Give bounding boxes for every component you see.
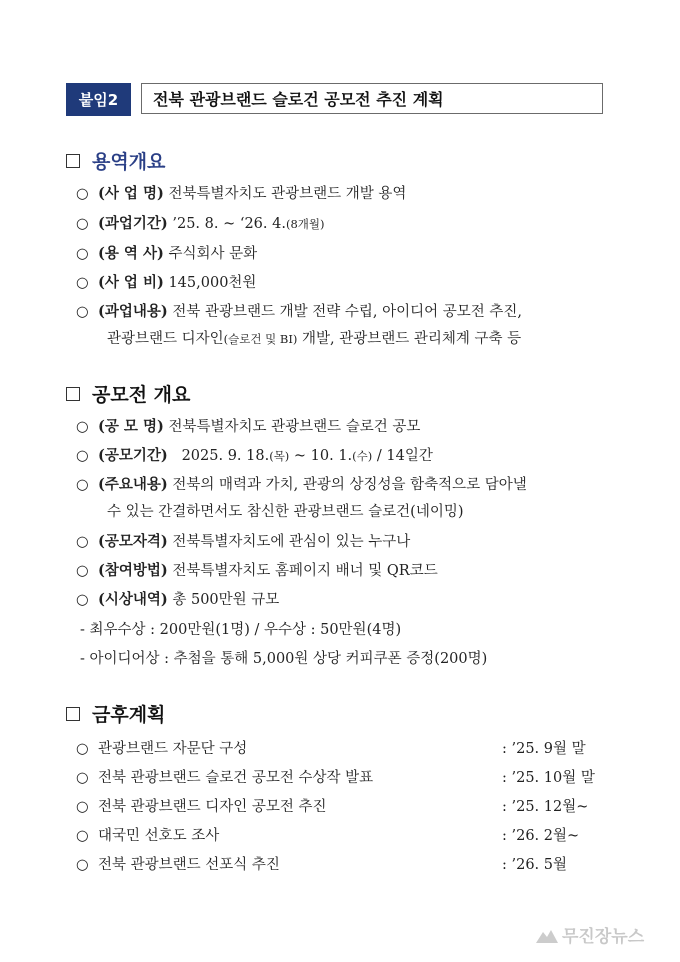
list-item: ○ (시상내역) 총 500만원 규모	[76, 591, 280, 608]
circle-bullet-icon: ○	[76, 799, 89, 815]
list-item: ○ (사 업 비) 145,000천원	[76, 274, 257, 291]
circle-bullet-icon: ○	[76, 304, 89, 320]
schedule-item: ○ 전북 관광브랜드 슬로건 공모전 수상작 발표	[76, 770, 374, 786]
schedule-item: ○ 전북 관광브랜드 선포식 추진	[76, 857, 280, 873]
attachment-header	[66, 83, 603, 116]
list-item-continuation: 관광브랜드 디자인(슬로건 및 BI) 개발, 관광브랜드 관리체계 구축 등	[107, 331, 522, 347]
list-item: ○ (공모기간) 2025. 9. 18.(목) ~ 10. 1.(수) / 14일간	[76, 447, 433, 464]
award-detail: - 최우수상 : 200만원(1명) / 우수상 : 50만원(4명)	[80, 622, 402, 638]
circle-bullet-icon: ○	[76, 563, 89, 579]
list-item: ○ (과업기간) ’25. 8. ~ ‘26. 4.(8개월)	[76, 215, 325, 232]
circle-bullet-icon: ○	[76, 246, 89, 262]
schedule-item: ○ 대국민 선호도 조사	[76, 828, 220, 844]
circle-bullet-icon: ○	[76, 534, 89, 550]
circle-bullet-icon: ○	[76, 419, 89, 435]
schedule-item: ○ 전북 관광브랜드 디자인 공모전 추진	[76, 799, 327, 815]
mountain-logo-icon	[536, 927, 558, 943]
section-title: 공모전 개요	[92, 384, 191, 406]
list-item: ○ (주요내용) 전북의 매력과 가치, 관광의 상징성을 함축적으로 담아낼	[76, 476, 527, 493]
watermark-logo	[536, 922, 644, 947]
award-detail: - 아이디어상 : 추첨을 통해 5,000원 상당 커피쿠폰 증정(200명)	[80, 651, 488, 667]
circle-bullet-icon: ○	[76, 448, 89, 464]
section-title: 금후계획	[92, 704, 166, 726]
checkbox-square-icon	[66, 387, 80, 401]
list-item: ○ (참여방법) 전북특별자치도 홈페이지 배너 및 QR코드	[76, 562, 438, 579]
circle-bullet-icon: ○	[76, 592, 89, 608]
circle-bullet-icon: ○	[76, 186, 89, 202]
schedule-item: ○ 관광브랜드 자문단 구성	[76, 741, 248, 757]
circle-bullet-icon: ○	[76, 275, 89, 291]
circle-bullet-icon: ○	[76, 741, 89, 757]
list-item: ○ (공 모 명) 전북특별자치도 관광브랜드 슬로건 공모	[76, 418, 421, 435]
attachment-badge: 붙임2	[66, 83, 131, 116]
watermark-text: 무진장뉴스	[562, 927, 645, 947]
schedule-date: : ’25. 12월~	[502, 799, 589, 815]
section-overview-heading	[66, 147, 165, 174]
list-item: ○ (용 역 사) 주식회사 문화	[76, 245, 258, 262]
schedule-date: : ’25. 9월 말	[502, 741, 586, 757]
circle-bullet-icon: ○	[76, 828, 89, 844]
circle-bullet-icon: ○	[76, 857, 89, 873]
list-item: ○ (사 업 명) 전북특별자치도 관광브랜드 개발 용역	[76, 185, 407, 202]
checkbox-square-icon	[66, 707, 80, 721]
document-title: 전북 관광브랜드 슬로건 공모전 추진 계획	[141, 83, 603, 114]
circle-bullet-icon: ○	[76, 477, 89, 493]
list-item-continuation: 수 있는 간결하면서도 참신한 관광브랜드 슬로건(네이밍)	[107, 504, 464, 520]
list-item: ○ (공모자격) 전북특별자치도에 관심이 있는 누구나	[76, 533, 411, 550]
section-title: 용역개요	[92, 151, 166, 173]
circle-bullet-icon: ○	[76, 770, 89, 786]
section-plan-heading	[66, 700, 165, 727]
schedule-date: : ’26. 5월	[502, 857, 568, 873]
list-item: ○ (과업내용) 전북 관광브랜드 개발 전략 수립, 아이디어 공모전 추진,	[76, 303, 522, 320]
schedule-date: : ’26. 2월~	[502, 828, 580, 844]
section-contest-heading	[66, 380, 190, 407]
circle-bullet-icon: ○	[76, 216, 89, 232]
schedule-date: : ’25. 10월 말	[502, 770, 595, 786]
checkbox-square-icon	[66, 154, 80, 168]
